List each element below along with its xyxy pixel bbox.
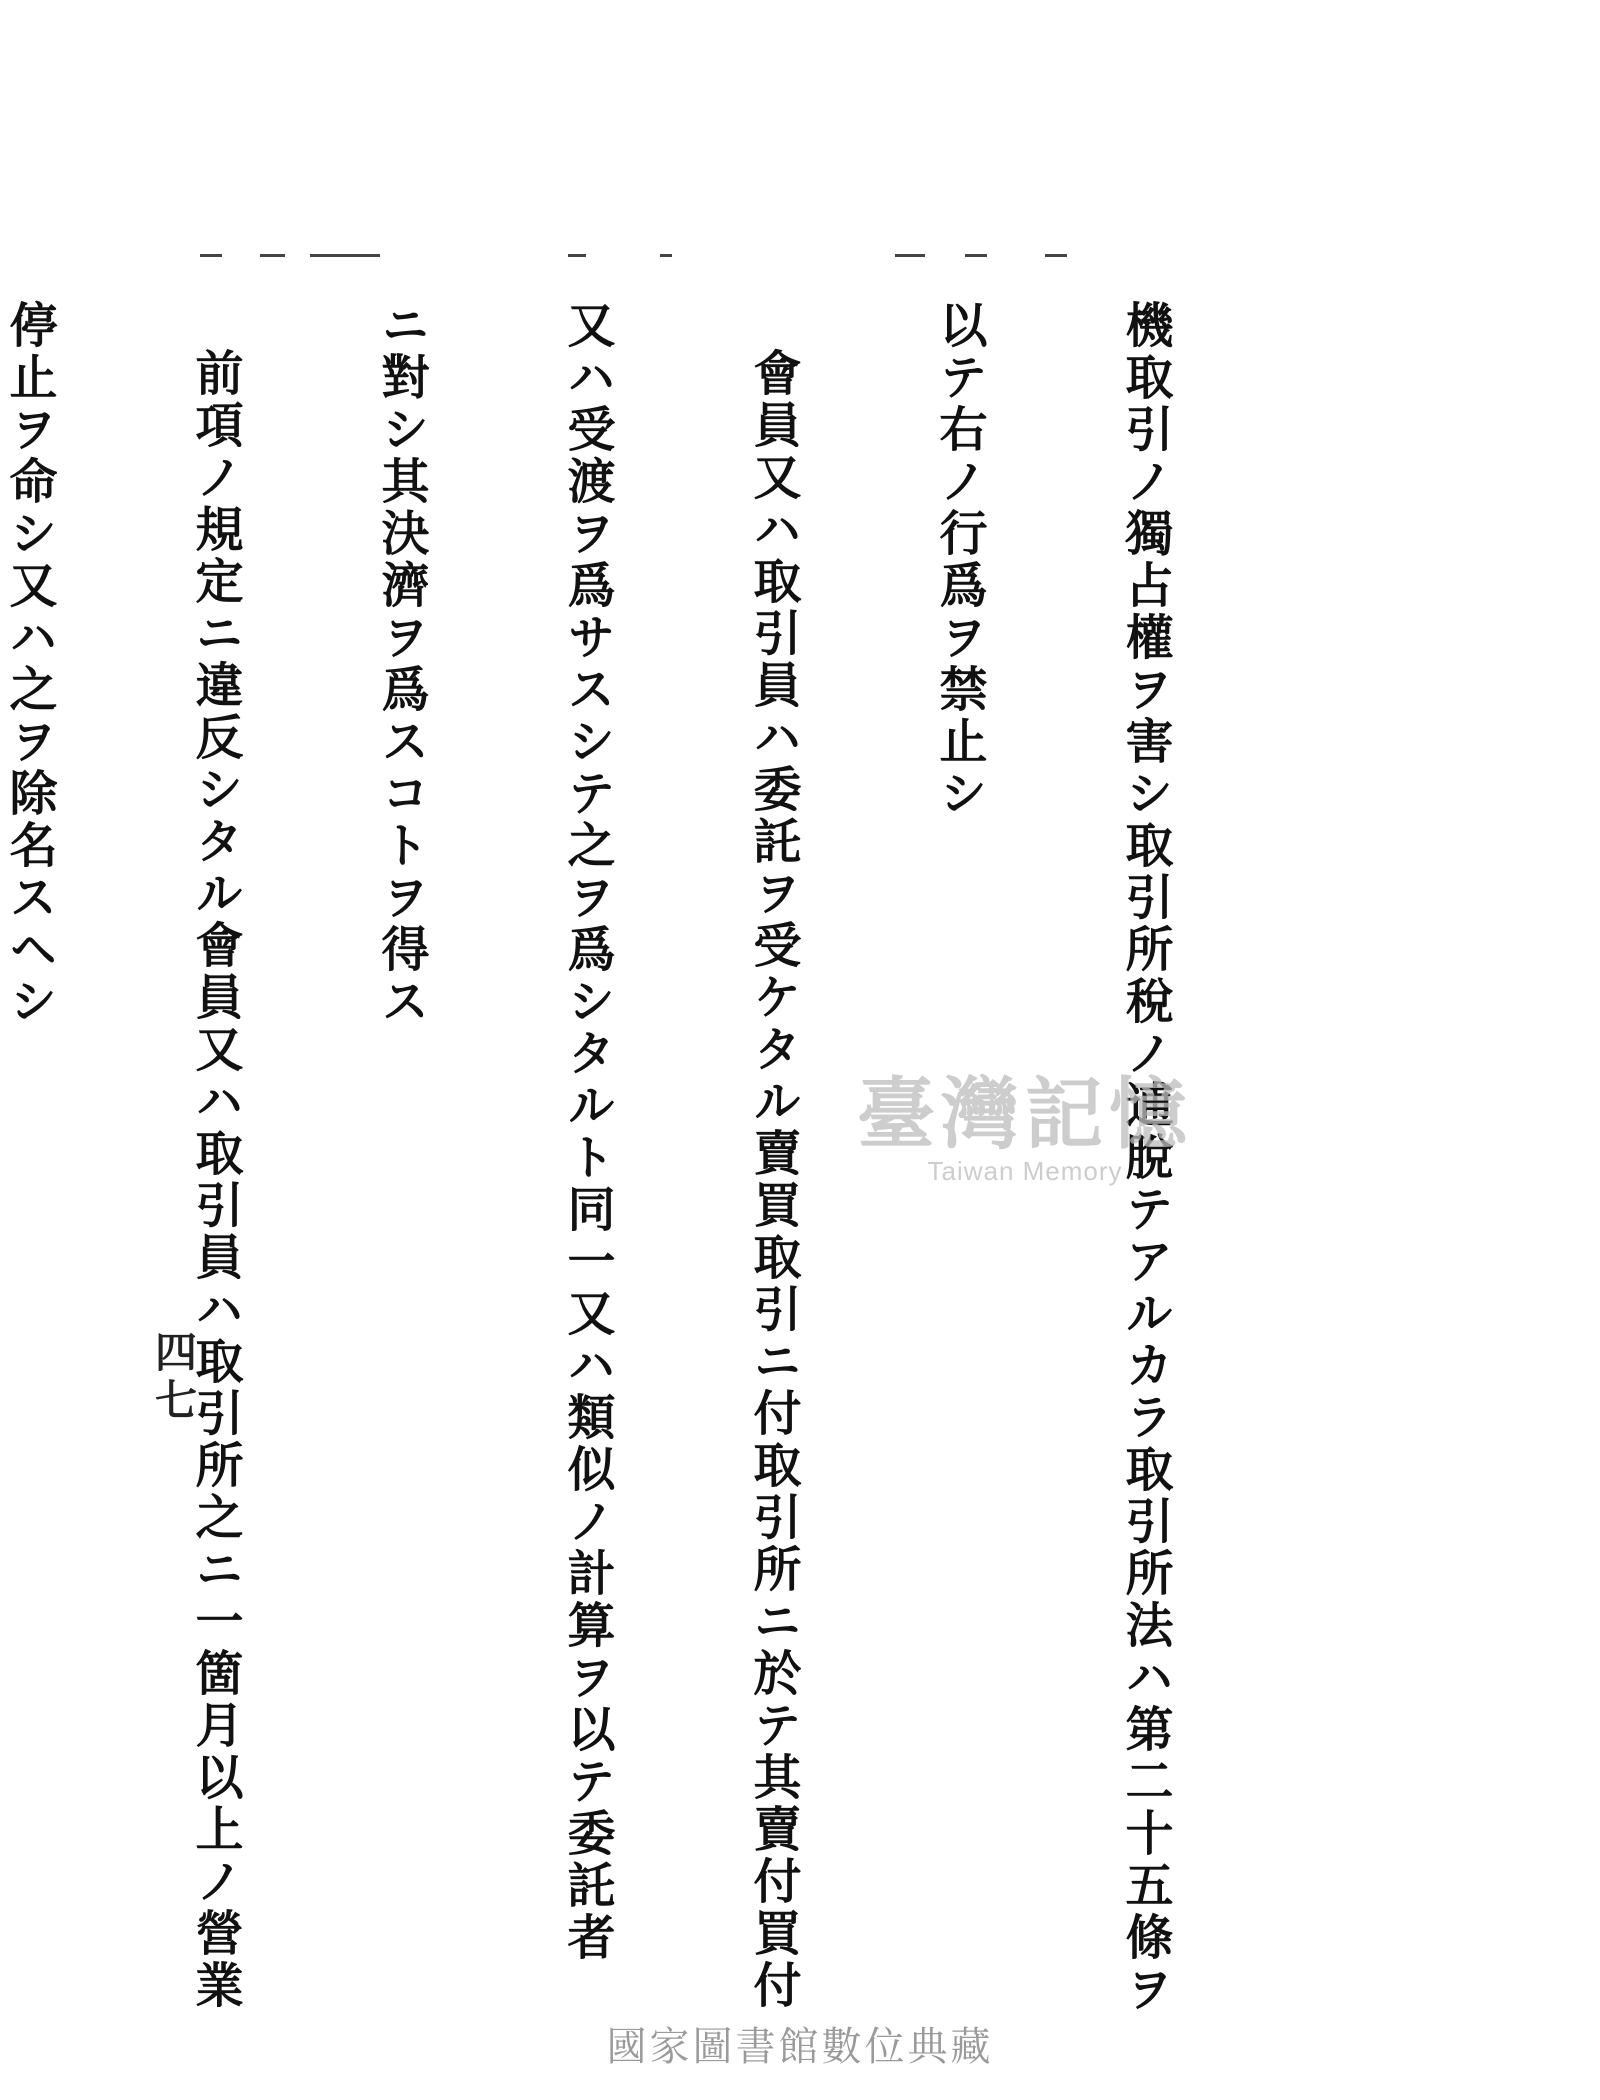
rule-mark — [260, 254, 285, 257]
rule-mark — [1045, 254, 1067, 257]
page-number: 四七 — [149, 1330, 198, 1426]
text-column: 以テ右ノ行爲ヲ禁止シ — [931, 300, 987, 820]
rule-mark — [965, 254, 987, 257]
watermark-logo — [790, 1070, 1260, 1187]
text-column: 機取引ノ獨占權ヲ害シ取引所稅ノ逋脫テアルカラ取引所法ハ第二十五條ヲ — [1117, 300, 1173, 2016]
rule-mark — [660, 254, 672, 257]
top-rule-marks — [200, 250, 1170, 260]
footer-credit: 國家圖書館數位典藏 — [606, 2024, 994, 2070]
text-column: ニ對シ其決濟ヲ爲スコトヲ得ス — [373, 300, 429, 1028]
watermark-latin: Taiwan Memory — [927, 1156, 1123, 1186]
rule-mark — [200, 254, 222, 257]
text-column: 又ハ受渡ヲ爲サスシテ之ヲ爲シタルト同一又ハ類似ノ計算ヲ以テ委託者 — [559, 300, 615, 1964]
rule-mark — [568, 254, 586, 257]
rule-mark — [310, 254, 380, 257]
text-column: 停止ヲ命シ又ハ之ヲ除名スヘシ — [1, 300, 57, 1028]
text-column: 會員又ハ取引員ハ委託ヲ受ケタル賣買取引ニ付取引所ニ於テ其賣付買付 — [745, 348, 801, 2012]
text-column: 前項ノ規定ニ違反シタル會員又ハ取引員ハ取引所之ニ一箇月以上ノ營業 — [187, 348, 243, 2012]
rule-mark — [895, 254, 925, 257]
vertical-text-body — [0, 300, 1300, 2016]
watermark-cjk: 臺灣記憶 — [856, 1069, 1193, 1160]
